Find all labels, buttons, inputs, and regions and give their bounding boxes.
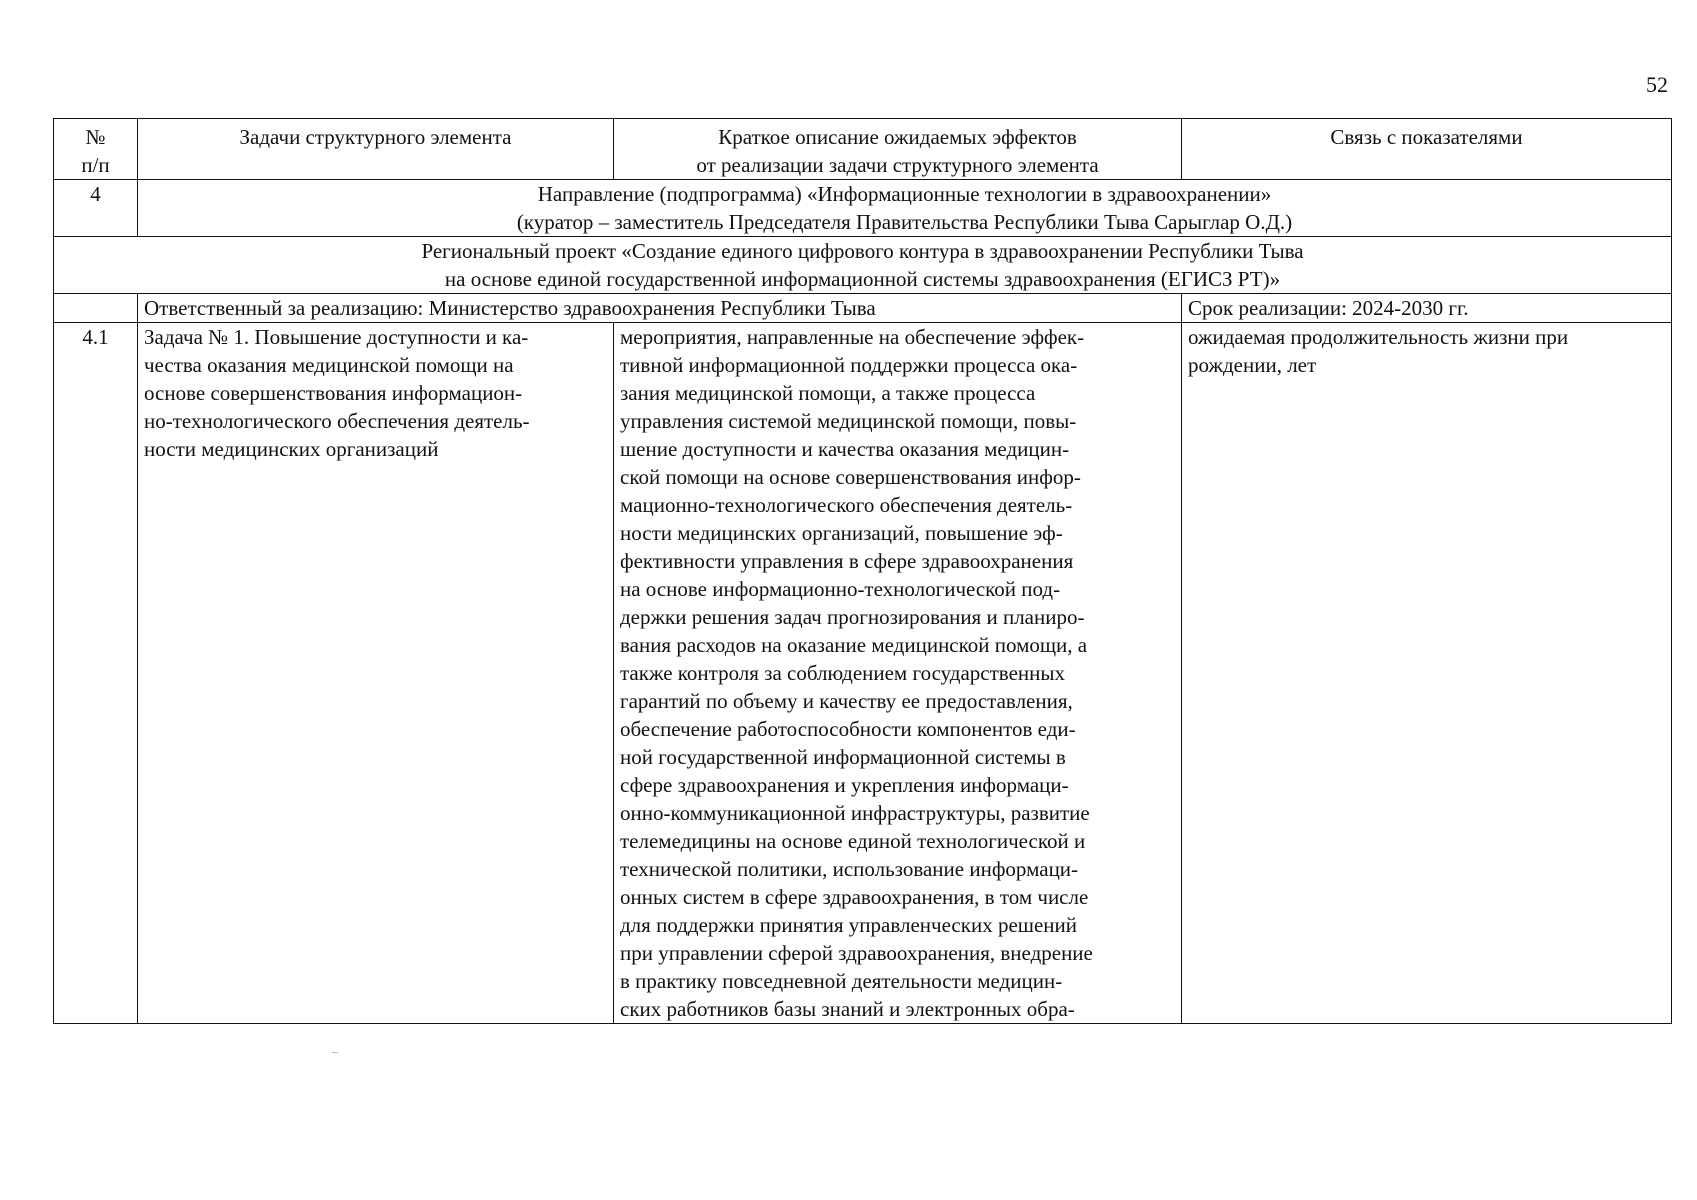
project-row bbox=[54, 237, 1672, 294]
indicator-line: рождении, лет bbox=[1188, 353, 1317, 377]
project-line2: на основе единой государственной информационной системы здравоохранения (ЕГИСЗ РТ)» bbox=[444, 267, 1281, 291]
responsible-text: Ответственный за реализацию: Министерство здравоохранения Республики Тыва bbox=[138, 294, 1182, 323]
effect-line: при управлении сферой здравоохранения, внедрение bbox=[620, 941, 1093, 965]
header-tasks: Задачи структурного элемента bbox=[138, 119, 614, 180]
effect-line: тивной информационной поддержки процесса ока- bbox=[620, 353, 1078, 377]
responsible-empty-cell bbox=[54, 294, 138, 323]
effect-line: мероприятия, направленные на обеспечение эффек- bbox=[620, 325, 1085, 349]
task-line: основе совершенствования информацион- bbox=[144, 381, 523, 405]
task-description bbox=[138, 323, 614, 1024]
page-number: 52 bbox=[1646, 72, 1668, 97]
header-number-line1: № bbox=[85, 125, 106, 149]
effect-line: онно-коммуникационной инфраструктуры, развитие bbox=[620, 801, 1090, 825]
header-number-line2: п/п bbox=[81, 153, 110, 177]
effect-line: технической политики, использование информаци- bbox=[620, 857, 1079, 881]
effect-line: держки решения задач прогнозирования и планиро- bbox=[620, 605, 1085, 629]
header-effects-line1: Краткое описание ожидаемых эффектов bbox=[718, 125, 1077, 149]
structural-element-table bbox=[53, 118, 1672, 1024]
effect-line: мационно-технологического обеспечения деятель- bbox=[620, 493, 1073, 517]
task-number: 4.1 bbox=[54, 323, 138, 1024]
effects-description bbox=[614, 323, 1182, 1024]
project-line1: Региональный проект «Создание единого цифрового контура в здравоохранении Республики Тыва bbox=[421, 239, 1304, 263]
header-indicators: Связь с показателями bbox=[1182, 119, 1672, 180]
table-header-row bbox=[54, 119, 1672, 180]
effect-line: управления системой медицинской помощи, повы- bbox=[620, 409, 1077, 433]
effect-line: онных систем в сфере здравоохранения, в том числе bbox=[620, 885, 1089, 909]
scan-mark bbox=[332, 1052, 338, 1053]
task-line: ности медицинских организаций bbox=[144, 437, 439, 461]
effect-line: ной государственной информационной системы в bbox=[620, 745, 1066, 769]
direction-number: 4 bbox=[54, 180, 138, 237]
direction-title bbox=[138, 180, 1672, 237]
effect-line: для поддержки принятия управленческих решений bbox=[620, 913, 1077, 937]
effect-line: на основе информационно-технологической под- bbox=[620, 577, 1061, 601]
effect-line: в практику повседневной деятельности медицин- bbox=[620, 969, 1063, 993]
effect-line: зания медицинской помощи, а также процесса bbox=[620, 381, 1036, 405]
task-line: чества оказания медицинской помощи на bbox=[144, 353, 514, 377]
task-line: но-технологического обеспечения деятель- bbox=[144, 409, 530, 433]
effect-line: ности медицинских организаций, повышение эф- bbox=[620, 521, 1063, 545]
effect-line: обеспечение работоспособности компонентов еди- bbox=[620, 717, 1076, 741]
effect-line: ских работников базы знаний и электронных обра- bbox=[620, 997, 1075, 1021]
implementation-term: Срок реализации: 2024-2030 гг. bbox=[1182, 294, 1672, 323]
responsible-row bbox=[54, 294, 1672, 323]
effect-line: гарантий по объему и качеству ее предоставления, bbox=[620, 689, 1073, 713]
project-title bbox=[54, 237, 1672, 294]
direction-line1: Направление (подпрограмма) «Информационные технологии в здравоохранении» bbox=[537, 182, 1272, 206]
effect-line: вания расходов на оказание медицинской помощи, а bbox=[620, 633, 1088, 657]
header-effects bbox=[614, 119, 1182, 180]
effect-line: фективности управления в сфере здравоохранения bbox=[620, 549, 1074, 573]
task-row bbox=[54, 323, 1672, 1024]
direction-row bbox=[54, 180, 1672, 237]
indicator-line: ожидаемая продолжительность жизни при bbox=[1188, 325, 1569, 349]
effect-line: ской помощи на основе совершенствования инфор- bbox=[620, 465, 1081, 489]
header-effects-line2: от реализации задачи структурного элемента bbox=[696, 153, 1099, 177]
indicators-description bbox=[1182, 323, 1672, 1024]
header-number bbox=[54, 119, 138, 180]
effect-line: телемедицины на основе единой технологической и bbox=[620, 829, 1086, 853]
task-line: Задача № 1. Повышение доступности и ка- bbox=[144, 325, 529, 349]
effect-line: сфере здравоохранения и укрепления информаци- bbox=[620, 773, 1069, 797]
direction-line2: (куратор – заместитель Председателя Правительства Республики Тыва Сарыглар О.Д.) bbox=[516, 210, 1293, 234]
effect-line: также контроля за соблюдением государственных bbox=[620, 661, 1066, 685]
effect-line: шение доступности и качества оказания медицин- bbox=[620, 437, 1070, 461]
